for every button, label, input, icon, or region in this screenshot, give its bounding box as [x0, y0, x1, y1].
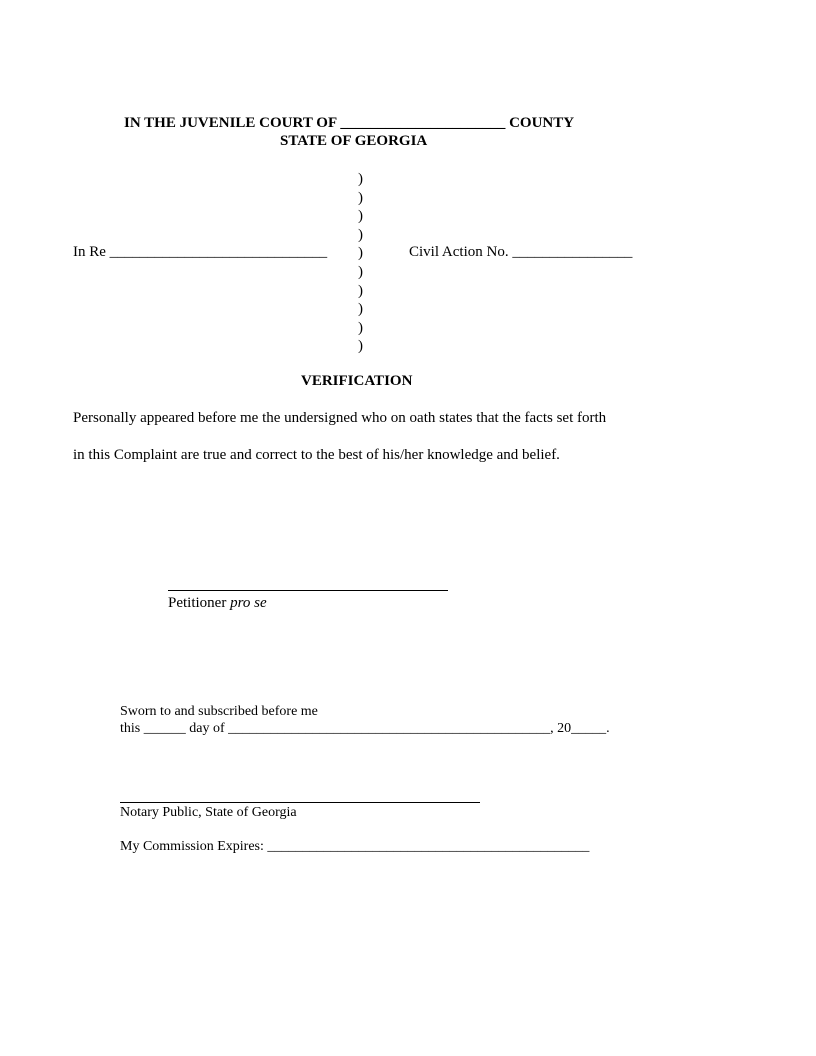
petitioner-label [168, 594, 267, 612]
caption-paren: ) [358, 171, 363, 187]
civil-action-field[interactable]: Civil Action No. ________________ [409, 244, 633, 260]
verification-text-line-2: in this Complaint are true and correct to the best of his/her knowledge and belief. [73, 447, 560, 463]
sworn-date-field[interactable]: this ______ day of ______________________________________________, 20_____. [120, 721, 610, 736]
verification-text-line-1: Personally appeared before me the undersigned who on oath states that the facts set forth [73, 410, 607, 426]
pro-se-label: pro se [230, 595, 267, 611]
caption-paren: ) [358, 263, 363, 280]
caption-paren: ) [358, 226, 363, 243]
caption-paren: ) [358, 282, 363, 299]
court-heading: IN THE JUVENILE COURT OF ______________________ COUNTY [124, 115, 575, 131]
caption-paren: ) [358, 338, 363, 355]
petitioner-signature-line[interactable] [168, 590, 448, 591]
caption-paren: ) [358, 319, 363, 336]
commission-expires-field[interactable]: My Commission Expires: ______________________________________________ [120, 839, 590, 854]
caption-paren-column [358, 170, 370, 356]
notary-label: Notary Public, State of Georgia [120, 805, 297, 820]
petitioner-label-text: Petitioner [168, 595, 231, 611]
in-re-field[interactable]: In Re _____________________________ [73, 244, 328, 260]
state-heading: STATE OF GEORGIA [280, 133, 428, 149]
sworn-line-1: Sworn to and subscribed before me [120, 704, 318, 719]
document-title: VERIFICATION [301, 373, 413, 389]
caption-paren: ) [358, 189, 363, 206]
caption-paren: ) [358, 245, 363, 262]
caption-paren: ) [358, 301, 363, 318]
caption-paren: ) [358, 208, 363, 225]
notary-signature-line[interactable] [120, 802, 480, 803]
